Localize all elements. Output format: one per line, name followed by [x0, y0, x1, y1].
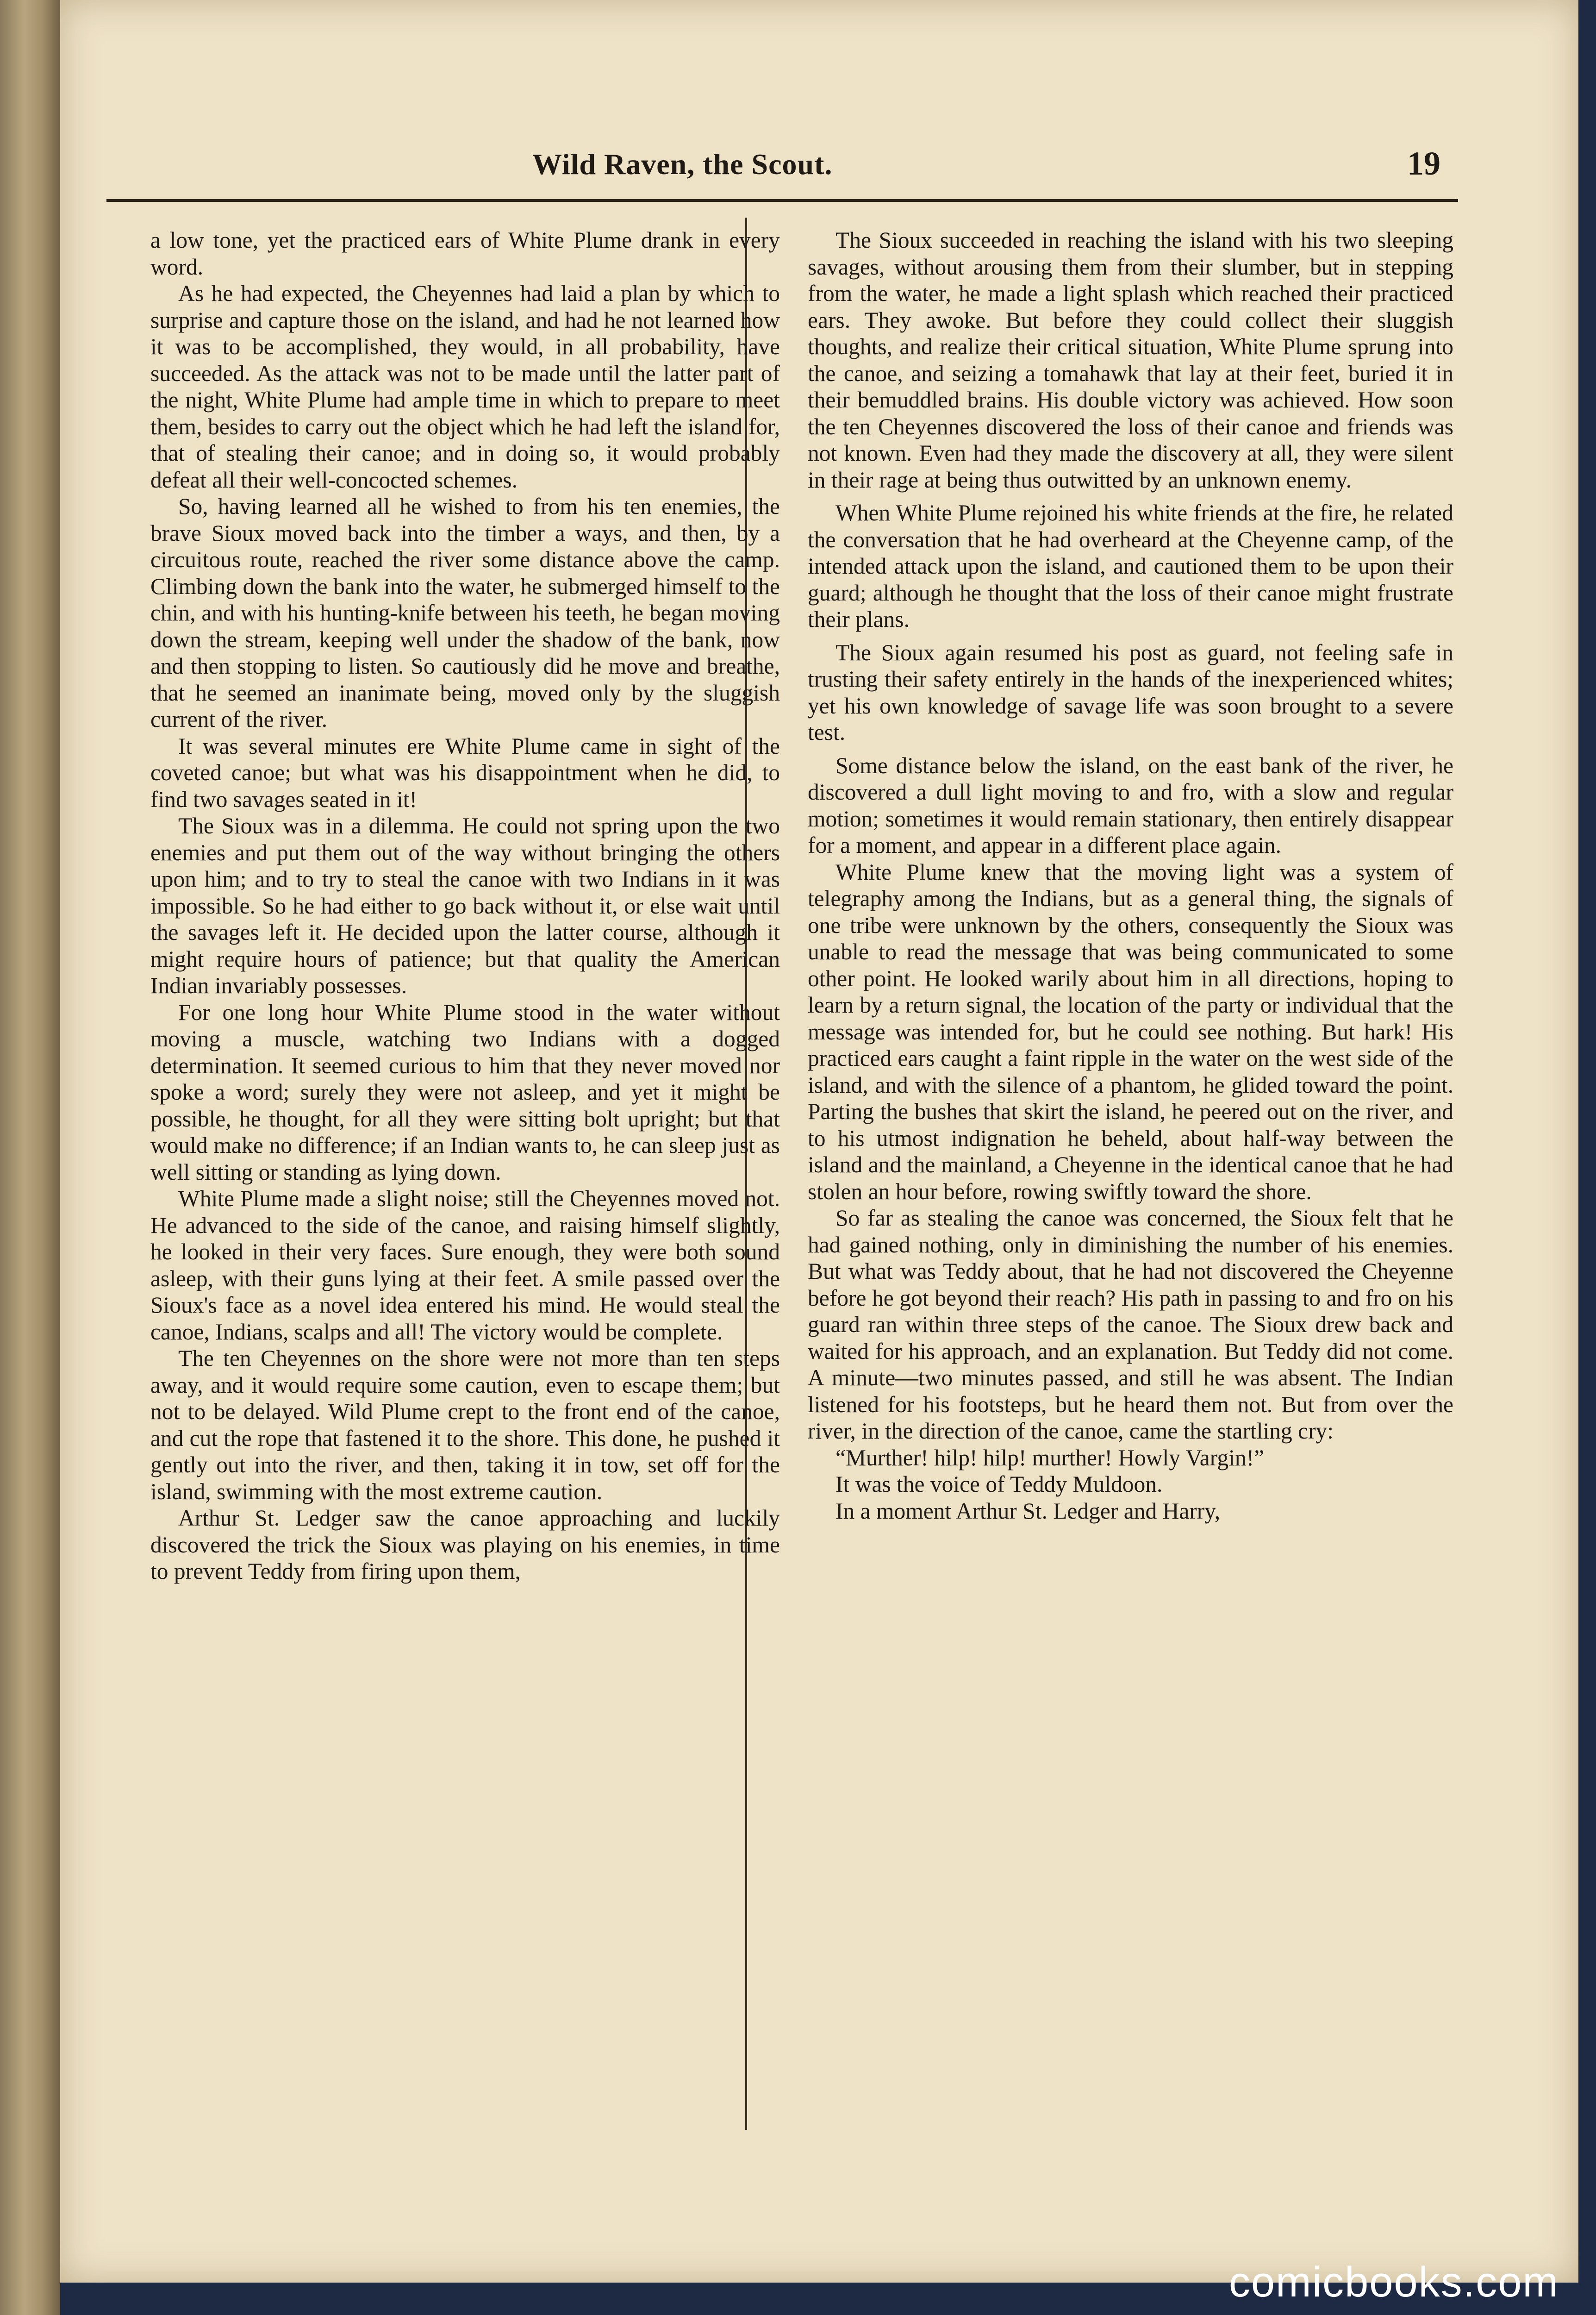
paragraph: The Sioux was in a dilemma. He could not spring upon the two enemies and put them out of the way without bringing the others upon him; and to try to steal the canoe with two Indians in it was impossible. So he had either to go back without it, or else wait until the savages left it. He decided upon the latter course, although it might require hours of patience; but that quality the American Indian invariably possesses.	[150, 813, 780, 998]
book-spine	[0, 0, 60, 2315]
paragraph: When White Plume rejoined his white friends at the fire, he related the conversation that he had overheard at the Cheyenne camp, of the intended attack upon the island, and cautioned them to be upon their guard; although he thought that the loss of their canoe might frustrate their plans.	[808, 500, 1453, 632]
paragraph: White Plume knew that the moving light was a system of telegraphy among the Indians, but as a general thing, the signals of one tribe were unknown by the others, consequently the Sioux was unable to read the message that was being communicated to some other point. He looked warily about him in all directions, hoping to learn by a return signal, the location of the party or individual that the message was intended for, but he could see nothing. But hark! His practiced ears caught a faint ripple in the water on the west side of the island, and with the silence of a phantom, he glided toward the point. Parting the bushes that skirt the island, he peered out on the river, and to his utmost indignation he beheld, about half-way between the island and the mainland, a Cheyenne in the identical canoe that he had stolen an hour before, rowing swiftly toward the shore.	[808, 859, 1453, 1204]
paragraph: It was the voice of Teddy Muldoon.	[835, 1471, 1163, 1497]
paragraph: As he had expected, the Cheyennes had laid a plan by which to surprise and capture those on the island, and had he not learned how it was to be accomplished, they would, in all probability, have succeeded. As the attack was not to be made until the latter part of the night, White Plume had ample time in which to prepare to meet them, besides to carry out the object which he had left the island for, that of stealing their canoe; and in doing so, it would probably defeat all their well-concocted schemes.	[150, 281, 780, 493]
paragraph: Arthur St. Ledger saw the canoe approaching and luckily discovered the trick the Sioux was playing on his enemies, in time to prevent Teddy from firing upon them,	[150, 1505, 780, 1584]
paragraph: a low tone, yet the practiced ears of White Plume drank in every word.	[150, 227, 780, 280]
paragraph: So far as stealing the canoe was concerned, the Sioux felt that he had gained nothing, only in diminishing the number of his enemies. But what was Teddy about, that he had not discovered the Cheyenne before he got beyond their reach? His path in passing to and fro on his guard ran within three steps of the canoe. The Sioux drew back and waited for his approach, and an explanation. But Teddy did not come. A minute—two minutes passed, and still he was absent. The Indian listened for his footsteps, but he heard them not. But from over the river, in the direction of the canoe, came the startling cry:	[808, 1205, 1453, 1444]
running-head-title: Wild Raven, the Scout.	[532, 148, 833, 181]
left-column	[150, 227, 780, 2162]
paragraph: White Plume made a slight noise; still the Cheyennes moved not. He advanced to the side of the canoe, and raising himself slightly, he looked in their very faces. Sure enough, they were both sound asleep, with their guns lying at their feet. A smile passed over the Sioux's face as a novel idea entered his mind. He would steal the canoe, Indians, scalps and all! The victory would be complete.	[150, 1186, 780, 1345]
paragraph: The Sioux again resumed his post as guard, not feeling safe in trusting their safety entirely in the hands of the inexperienced whites; yet his own knowledge of savage life was soon brought to a severe test.	[808, 639, 1453, 745]
paragraph: The Sioux succeeded in reaching the island with his two sleeping savages, without arousing them from their slumber, but in stepping from the water, he made a light splash which reached their practiced ears. They awoke. But before they could collect their sluggish thoughts, and realize their critical situation, White Plume sprung into the canoe, and seizing a tomahawk that lay at their feet, buried it in their bemuddled brains. His double victory was achieved. How soon the ten Cheyennes discovered the loss of their canoe and friends was not known. Even had they made the discovery at all, they were silent in their rage at being thus outwitted by an unknown enemy.	[808, 227, 1453, 493]
paragraph: “Murther! hilp! hilp! murther! Howly Vargin!”	[835, 1445, 1265, 1470]
paragraph: The ten Cheyennes on the shore were not more than ten steps away, and it would require some caution, even to escape them; but not to be delayed. Wild Plume crept to the front end of the canoe, and cut the rope that fastened it to the shore. This done, he pushed it gently out into the river, and then, taking it in tow, set off for the island, swimming with the most extreme caution.	[150, 1345, 780, 1504]
header-rule	[106, 199, 1458, 202]
page-number: 19	[1407, 145, 1440, 182]
watermark-text: comicbooks.com	[1228, 2259, 1559, 2306]
right-column	[808, 227, 1453, 2162]
paragraph: Some distance below the island, on the east bank of the river, he discovered a dull light moving to and fro, with a slow and regular motion; sometimes it would remain stationary, then entirely disappear for a moment, and appear in a different place again.	[808, 752, 1453, 858]
paragraph: It was several minutes ere White Plume came in sight of the coveted canoe; but what was his disappointment when he did, to find two savages seated in it!	[150, 733, 780, 812]
paragraph: In a moment Arthur St. Ledger and Harry,	[835, 1498, 1221, 1524]
paragraph: So, having learned all he wished to from his ten enemies, the brave Sioux moved back into the timber a ways, and then, by a circuitous route, reached the river some distance above the camp. Climbing down the bank into the water, he submerged himself to the chin, and with his hunting-knife between his teeth, he began moving down the stream, keeping well under the shadow of the bank, now and then stopping to listen. So cautiously did he move and breathe, that he seemed an inanimate being, moved only by the sluggish current of the river.	[150, 494, 780, 732]
paragraph: For one long hour White Plume stood in the water without moving a muscle, watching two Indians with a dogged determination. It seemed curious to him that they never moved nor spoke a word; surely they were not asleep, and yet it might be possible, he thought, for all they were sitting bolt upright; but that would make no difference; if an Indian wants to, he can sleep just as well sitting or standing as lying down.	[150, 999, 780, 1185]
